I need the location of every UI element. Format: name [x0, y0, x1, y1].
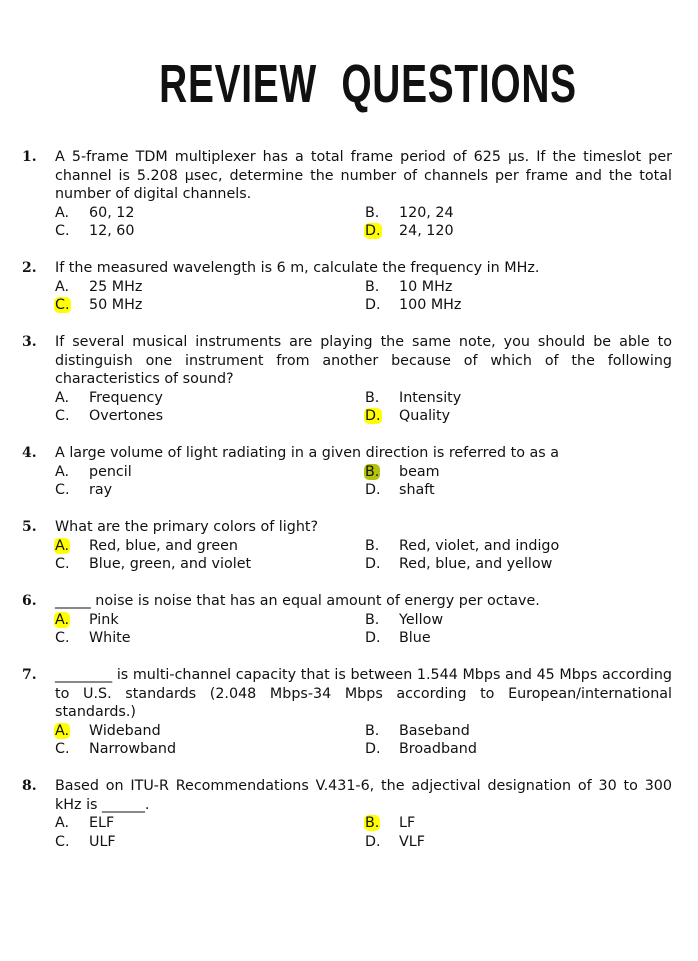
answer-option[interactable]	[365, 389, 665, 408]
answer-option[interactable]	[365, 611, 665, 630]
answer-option[interactable]	[55, 389, 365, 408]
option-letter: B.	[365, 537, 380, 554]
highlighted-answer-letter: D.	[365, 223, 381, 239]
answer-option[interactable]	[365, 555, 665, 574]
option-letter-wrapper	[365, 278, 399, 297]
option-text: Broadband	[399, 741, 477, 757]
answer-options	[55, 611, 672, 648]
question-6	[22, 592, 672, 648]
question-8	[22, 777, 672, 851]
question-text: A large volume of light radiating in a given direction is referred to as a	[55, 445, 560, 461]
answer-option[interactable]	[55, 722, 365, 741]
option-letter: D.	[365, 297, 381, 313]
answer-option[interactable]	[365, 740, 665, 759]
option-letter: B.	[365, 722, 380, 739]
option-letter-wrapper	[55, 222, 89, 241]
option-letter: D.	[365, 630, 381, 646]
option-letter: D.	[365, 556, 381, 572]
option-text: 25 MHz	[89, 278, 143, 295]
answer-options	[55, 204, 672, 241]
option-text: Pink	[89, 611, 119, 628]
answer-option[interactable]	[365, 814, 665, 833]
option-text: 10 MHz	[399, 278, 453, 295]
highlighted-answer-letter: A.	[55, 537, 70, 554]
option-letter: B.	[365, 278, 380, 295]
answer-option[interactable]	[365, 407, 665, 426]
question-text: What are the primary colors of light?	[55, 519, 319, 535]
option-letter-wrapper	[365, 481, 399, 500]
question-text: _____ noise is noise that has an equal amount of energy per octave.	[55, 593, 540, 609]
question-text: A 5-frame TDM multiplexer has a total frame period of 625 µs. If the timeslot per channel is 5.208 µsec, determine the number of channels per frame and the total number of digital channels.	[55, 149, 672, 202]
option-text: LF	[399, 815, 416, 831]
answer-options	[55, 278, 672, 315]
question-number: 7.	[22, 667, 37, 683]
highlighted-answer-letter: A.	[55, 722, 70, 739]
answer-option[interactable]	[55, 407, 365, 426]
answer-option[interactable]	[365, 722, 665, 741]
option-letter-wrapper	[365, 740, 399, 759]
option-letter-wrapper	[365, 555, 399, 574]
option-letter-wrapper	[365, 407, 399, 426]
answer-option[interactable]	[55, 833, 365, 852]
answer-option[interactable]	[365, 278, 665, 297]
question-2	[22, 259, 672, 315]
highlighted-answer-letter: D.	[365, 408, 381, 424]
option-letter: C.	[55, 482, 70, 498]
answer-option[interactable]	[365, 629, 665, 648]
option-letter-wrapper	[55, 481, 89, 500]
option-text: White	[89, 630, 131, 646]
option-letter: D.	[365, 741, 381, 757]
option-letter: D.	[365, 833, 381, 850]
option-letter-wrapper	[365, 611, 399, 630]
answer-options	[55, 537, 672, 574]
option-letter-wrapper	[365, 222, 399, 241]
option-letter: B.	[365, 611, 380, 628]
option-text: pencil	[89, 463, 132, 480]
option-text: ULF	[89, 833, 116, 850]
option-letter-wrapper	[55, 611, 89, 630]
option-text: Yellow	[399, 611, 444, 628]
option-text: Intensity	[399, 389, 462, 406]
option-letter-wrapper	[365, 814, 399, 833]
option-letter-wrapper	[365, 463, 399, 482]
option-text: ray	[89, 482, 113, 498]
option-text: 50 MHz	[89, 297, 143, 313]
option-letter-wrapper	[55, 463, 89, 482]
question-3	[22, 333, 672, 426]
option-letter-wrapper	[365, 537, 399, 556]
answer-option[interactable]	[55, 611, 365, 630]
answer-option[interactable]	[55, 463, 365, 482]
option-text: Overtones	[89, 408, 164, 424]
answer-option[interactable]	[55, 814, 365, 833]
question-number: 4.	[22, 445, 37, 461]
option-letter-wrapper	[55, 537, 89, 556]
option-letter: A.	[55, 463, 70, 480]
option-text: Blue, green, and violet	[89, 556, 252, 572]
option-text: Red, violet, and indigo	[399, 537, 560, 554]
option-letter: A.	[55, 815, 70, 831]
option-letter-wrapper	[55, 389, 89, 408]
option-letter: C.	[55, 833, 70, 850]
answer-option[interactable]	[55, 740, 365, 759]
option-text: Baseband	[399, 722, 470, 739]
option-letter-wrapper	[365, 722, 399, 741]
answer-option[interactable]	[365, 833, 665, 852]
answer-options	[55, 463, 672, 500]
option-text: Red, blue, and yellow	[399, 556, 553, 572]
question-number: 8.	[22, 778, 37, 794]
option-letter-wrapper	[55, 555, 89, 574]
option-letter-wrapper	[365, 833, 399, 852]
option-text: 120, 24	[399, 204, 454, 221]
answer-option[interactable]	[55, 204, 365, 223]
option-letter: C.	[55, 556, 70, 572]
question-number: 1.	[22, 149, 37, 165]
answer-option[interactable]	[55, 481, 365, 500]
answer-option[interactable]	[55, 222, 365, 241]
question-text: If several musical instruments are playing the same note, you should be able to distinguish one instrument from another because of which of the following characteristics of sound?	[55, 334, 672, 387]
answer-option[interactable]	[55, 629, 365, 648]
option-text: 100 MHz	[399, 297, 462, 313]
option-letter-wrapper	[55, 204, 89, 223]
option-text: beam	[399, 463, 440, 480]
option-letter-wrapper	[365, 629, 399, 648]
option-letter: C.	[55, 408, 70, 424]
option-letter-wrapper	[55, 740, 89, 759]
option-letter-wrapper	[55, 629, 89, 648]
option-letter-wrapper	[55, 407, 89, 426]
option-text: VLF	[399, 833, 425, 850]
option-text: Narrowband	[89, 741, 177, 757]
answer-option[interactable]	[55, 537, 365, 556]
answer-option[interactable]	[365, 481, 665, 500]
page-title: REVIEW QUESTIONS	[159, 54, 577, 114]
answer-option[interactable]	[365, 222, 665, 241]
option-text: 12, 60	[89, 223, 135, 239]
option-letter-wrapper	[55, 814, 89, 833]
option-text: shaft	[399, 482, 435, 498]
answer-option[interactable]	[365, 537, 665, 556]
highlighted-answer-letter: B.	[365, 463, 380, 480]
answer-options	[55, 814, 672, 851]
option-text: Red, blue, and green	[89, 537, 238, 554]
question-1	[22, 148, 672, 241]
option-text: 24, 120	[399, 223, 454, 239]
highlighted-answer-letter: B.	[365, 815, 380, 831]
option-letter: D.	[365, 482, 381, 498]
option-text: Quality	[399, 408, 451, 424]
option-letter: C.	[55, 741, 70, 757]
option-letter-wrapper	[365, 296, 399, 315]
option-letter: B.	[365, 204, 380, 221]
option-letter: A.	[55, 389, 70, 406]
question-text: ________ is multi-channel capacity that is between 1.544 Mbps and 45 Mbps according to U.S. standards (2.048 Mbps-34 Mbps according to European/international standards.)	[55, 667, 672, 720]
option-letter-wrapper	[55, 722, 89, 741]
option-letter-wrapper	[365, 204, 399, 223]
answer-option[interactable]	[55, 555, 365, 574]
option-text: Wideband	[89, 722, 161, 739]
question-number: 3.	[22, 334, 37, 350]
option-text: Blue	[399, 630, 431, 646]
answer-option[interactable]	[365, 296, 665, 315]
option-letter: C.	[55, 630, 70, 646]
answer-option[interactable]	[55, 278, 365, 297]
option-text: 60, 12	[89, 204, 135, 221]
option-letter: A.	[55, 278, 70, 295]
option-letter-wrapper	[365, 389, 399, 408]
answer-option[interactable]	[365, 204, 665, 223]
option-letter-wrapper	[55, 296, 89, 315]
answer-option[interactable]	[55, 296, 365, 315]
question-number: 5.	[22, 519, 37, 535]
question-text: If the measured wavelength is 6 m, calculate the frequency in MHz.	[55, 260, 540, 276]
option-letter: C.	[55, 223, 70, 239]
question-4	[22, 444, 672, 500]
highlighted-answer-letter: A.	[55, 611, 70, 628]
option-text: ELF	[89, 815, 115, 831]
option-letter: B.	[365, 389, 380, 406]
question-number: 6.	[22, 593, 37, 609]
question-7	[22, 666, 672, 759]
option-letter-wrapper	[55, 833, 89, 852]
question-text: Based on ITU-R Recommendations V.431-6, the adjectival designation of 30 to 300 kHz is ______.	[55, 778, 672, 813]
option-text: Frequency	[89, 389, 163, 406]
answer-option[interactable]	[365, 463, 665, 482]
highlighted-answer-letter: C.	[55, 297, 70, 313]
answer-options	[55, 389, 672, 426]
option-letter: A.	[55, 204, 70, 221]
question-number: 2.	[22, 260, 37, 276]
option-letter-wrapper	[55, 278, 89, 297]
question-5	[22, 518, 672, 574]
answer-options	[55, 722, 672, 759]
